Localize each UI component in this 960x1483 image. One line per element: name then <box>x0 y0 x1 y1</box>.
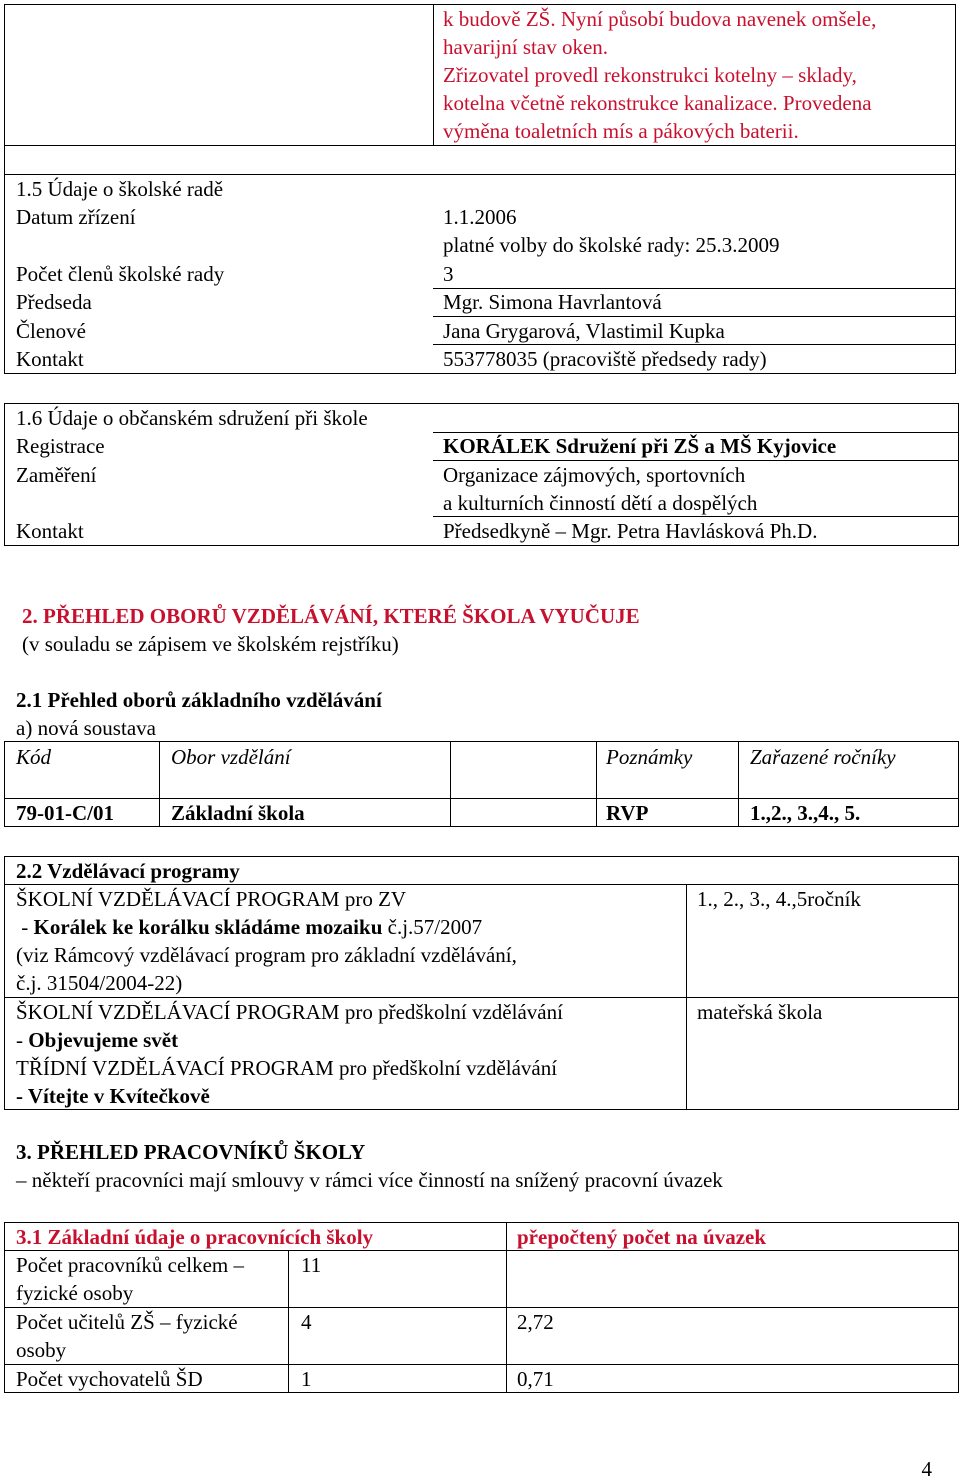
program-3-name: - Vítejte v Kvítečkově <box>16 1084 210 1108</box>
staff-row-1-label-2: fyzické osoby <box>16 1281 134 1305</box>
civic-label-focus: Zaměření <box>16 463 97 487</box>
program-1-reference-2: č.j. 31504/2004-22) <box>16 971 183 995</box>
top-text-line-5: výměna toaletních mís a pákových baterii. <box>443 119 799 143</box>
board-label-chair: Předseda <box>16 290 92 314</box>
staff-heading: 3.1 Základní údaje o pracovnících školy <box>16 1225 374 1249</box>
program-1-title: ŠKOLNÍ VZDĚLÁVACÍ PROGRAM pro ZV <box>16 887 407 911</box>
top-text-line-3: Zřizovatel provedl rekonstrukci kotelny – sklady, <box>443 63 857 87</box>
top-text-line-4: kotelna včetně rekonstrukce kanalizace. Provedena <box>443 91 872 115</box>
board-value-members-count: 3 <box>443 262 454 286</box>
board-label-founded: Datum zřízení <box>16 205 136 229</box>
staff-row-2-fte: 2,72 <box>517 1310 554 1334</box>
board-label-contact: Kontakt <box>16 347 84 371</box>
board-value-founded: 1.1.2006 <box>443 205 517 229</box>
civic-value-registration: KORÁLEK Sdružení při ZŠ a MŠ Kyjovice <box>443 434 837 458</box>
school-board-heading: 1.5 Údaje o školské radě <box>16 177 224 201</box>
program-3-title: TŘÍDNÍ VZDĚLÁVACÍ PROGRAM pro předškolní vzdělávání <box>16 1056 558 1080</box>
staff-row-1-label: Počet pracovníků celkem – <box>16 1253 245 1277</box>
board-label-members-count: Počet členů školské rady <box>16 262 225 286</box>
fields-header-field: Obor vzdělání <box>171 745 291 769</box>
section-2-heading: 2. PŘEHLED OBORŮ VZDĚLÁVÁNÍ, KTERÉ ŠKOLA VYUČUJE <box>22 604 640 628</box>
staff-header-fte: přepočtený počet na úvazek <box>517 1225 767 1249</box>
civic-value-focus-1: Organizace zájmových, sportovních <box>443 463 746 487</box>
section-2-1-subheading: a) nová soustava <box>16 716 156 740</box>
civic-label-contact: Kontakt <box>16 519 84 543</box>
board-value-contact: 553778035 (pracoviště předsedy rady) <box>443 347 767 371</box>
section-2-subheading: (v souladu se zápisem ve školském rejstříku) <box>22 632 399 656</box>
fields-cell-code: 79-01-C/01 <box>16 801 114 825</box>
staff-row-1-count: 11 <box>301 1253 322 1277</box>
program-2-title: ŠKOLNÍ VZDĚLÁVACÍ PROGRAM pro předškolní vzdělávání <box>16 1000 563 1024</box>
program-1-reference: (viz Rámcový vzdělávací program pro základní vzdělávání, <box>16 943 517 967</box>
fields-cell-notes: RVP <box>606 801 649 825</box>
top-text-line-2: havarijní stav oken. <box>443 35 609 59</box>
fields-header-grades: Zařazené ročníky <box>750 745 896 769</box>
program-2-grades: mateřská škola <box>697 1000 823 1024</box>
section-2-1-heading: 2.1 Přehled oborů základního vzdělávání <box>16 688 382 712</box>
staff-row-3-fte: 0,71 <box>517 1367 554 1391</box>
program-2-name: - Objevujeme svět <box>16 1028 179 1052</box>
fields-header-code: Kód <box>16 745 52 769</box>
civic-association-heading: 1.6 Údaje o občanském sdružení při škole <box>16 406 368 430</box>
civic-value-contact: Předsedkyně – Mgr. Petra Havlásková Ph.D. <box>443 519 818 543</box>
fields-cell-field: Základní škola <box>171 801 305 825</box>
civic-label-registration: Registrace <box>16 434 105 458</box>
civic-value-focus-2: a kulturních činností dětí a dospělých <box>443 491 758 515</box>
board-value-members: Jana Grygarová, Vlastimil Kupka <box>443 319 725 343</box>
staff-row-3-count: 1 <box>301 1367 312 1391</box>
fields-header-notes: Poznámky <box>606 745 693 769</box>
program-1-grades: 1., 2., 3., 4.,5ročník <box>697 887 861 911</box>
program-1-name: - Korálek ke korálku skládáme mozaiku č.j.57/2007 <box>16 915 483 939</box>
section-3-heading: 3. PŘEHLED PRACOVNÍKŮ ŠKOLY <box>16 1140 366 1164</box>
staff-row-2-label: Počet učitelů ZŠ – fyzické <box>16 1310 238 1334</box>
fields-cell-grades: 1.,2., 3.,4., 5. <box>750 801 861 825</box>
top-text-line-1: k budově ZŠ. Nyní působí budova navenek omšele, <box>443 7 877 31</box>
section-3-note: – někteří pracovníci mají smlouvy v rámci více činností na snížený pracovní úvazek <box>16 1168 723 1192</box>
staff-row-2-label-2: osoby <box>16 1338 67 1362</box>
staff-row-3-label: Počet vychovatelů ŠD <box>16 1367 203 1391</box>
page-number: 4 <box>921 1457 932 1481</box>
board-value-elections: platné volby do školské rady: 25.3.2009 <box>443 233 780 257</box>
board-value-chair: Mgr. Simona Havrlantová <box>443 290 662 314</box>
board-label-members: Členové <box>16 319 86 343</box>
staff-row-2-count: 4 <box>301 1310 312 1334</box>
programs-heading: 2.2 Vzdělávací programy <box>16 859 240 883</box>
